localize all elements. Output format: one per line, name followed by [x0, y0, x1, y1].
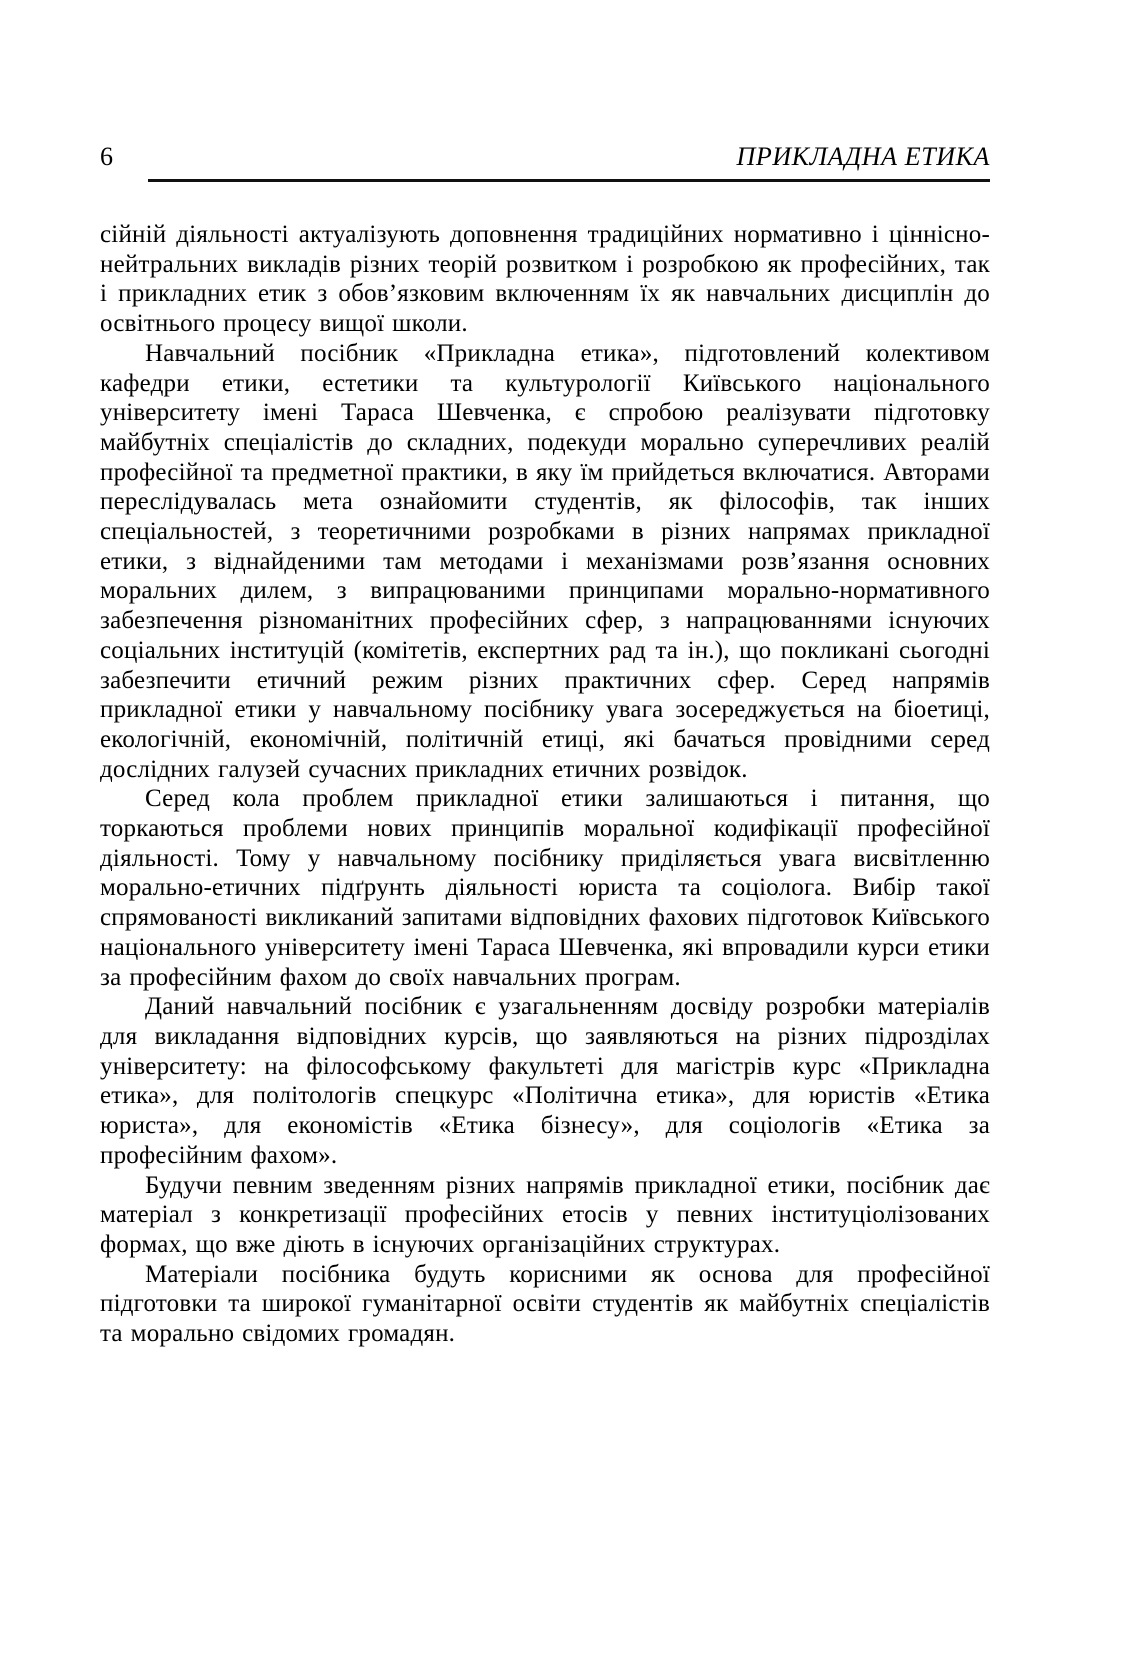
body-text [100, 220, 990, 1349]
paragraph: Будучи певним зведенням різних напрямів прикладної етики, посібник дає матеріал з конкретизації професійних етосів у певних інституціолізованих формах, що вже діють в існуючих організаційних структурах. [100, 1171, 990, 1258]
page-header [100, 142, 990, 172]
paragraph: Матеріали посібника будуть корисними як основа для професійної підготовки та широкої гуманітарної освіти студентів як майбутніх спеціалістів та морально свідомих громадян. [100, 1260, 990, 1348]
paragraph: Навчальний посібник «Прикладна етика», підготовлений колективом кафедри етики, естетики та культурології Київського національного університету імені Тараса Шевченка, є спробою реалізувати підготовку майбутніх спеціалістів до складних, подекуди морально суперечливих реалій професійної та предметної практики, в яку їм прийдеться включатися. Авторами переслідувалась мета ознайомити студентів, як філософів, так інших спеціальностей, з теоретичними розробками в різних напрямах прикладної етики, з віднайденими там методами і механізмами розв’язання основних моральних дилем, з випрацюваними принципами морально-нормативного забезпечення різноманітних професійних сфер, з напрацюваннями існуючих соціальних інституцій (комітетів, експертних рад та ін.), що покликані сьогодні забезпечити етичний режим різних практичних сфер. Серед напрямів прикладної етики у навчальному посібнику увага зосереджується на біоетиці, екологічній, економічній, політичній етиці, які бачаться провідними серед дослідних галузей сучасних прикладних етичних розвідок. [100, 339, 990, 783]
paragraph: Даний навчальний посібник є узагальненням досвіду розробки матеріалів для викладання відповідних курсів, що заявляються на різних підрозділах університету: на філософському факультеті для магістрів курс «Прикладна етика», для політологів спецкурс «Політична етика», для юристів «Етика юриста», для економістів «Етика бізнесу», для соціологів «Етика за професійним фахом». [100, 993, 990, 1169]
page-number: 6 [100, 142, 114, 171]
header-rule [148, 179, 990, 182]
paragraph: Серед кола проблем прикладної етики залишаються і питання, що торкаються проблеми нових принципів моральної кодифікації професійної діяльності. Тому у навчальному посібнику приділяється увага висвітленню морально-етичних підґрунть діяльності юриста та соціолога. Вибір такої спрямованості викликаний запитами відповідних фахових підготовок Київського національного університету імені Тараса Шевченка, які впровадили курси етики за професійним фахом до своїх навчальних програм. [100, 785, 990, 991]
paragraph: сійній діяльності актуалізують доповнення традиційних нормативно і ціннісно-нейтральних викладів різних теорій розвитком і розробкою як професійних, так і прикладних етик з обов’язковим включенням їх як навчальних дисциплін до освітнього процесу вищої школи. [100, 221, 990, 338]
running-title: ПРИКЛАДНА ЕТИКА [736, 142, 990, 171]
